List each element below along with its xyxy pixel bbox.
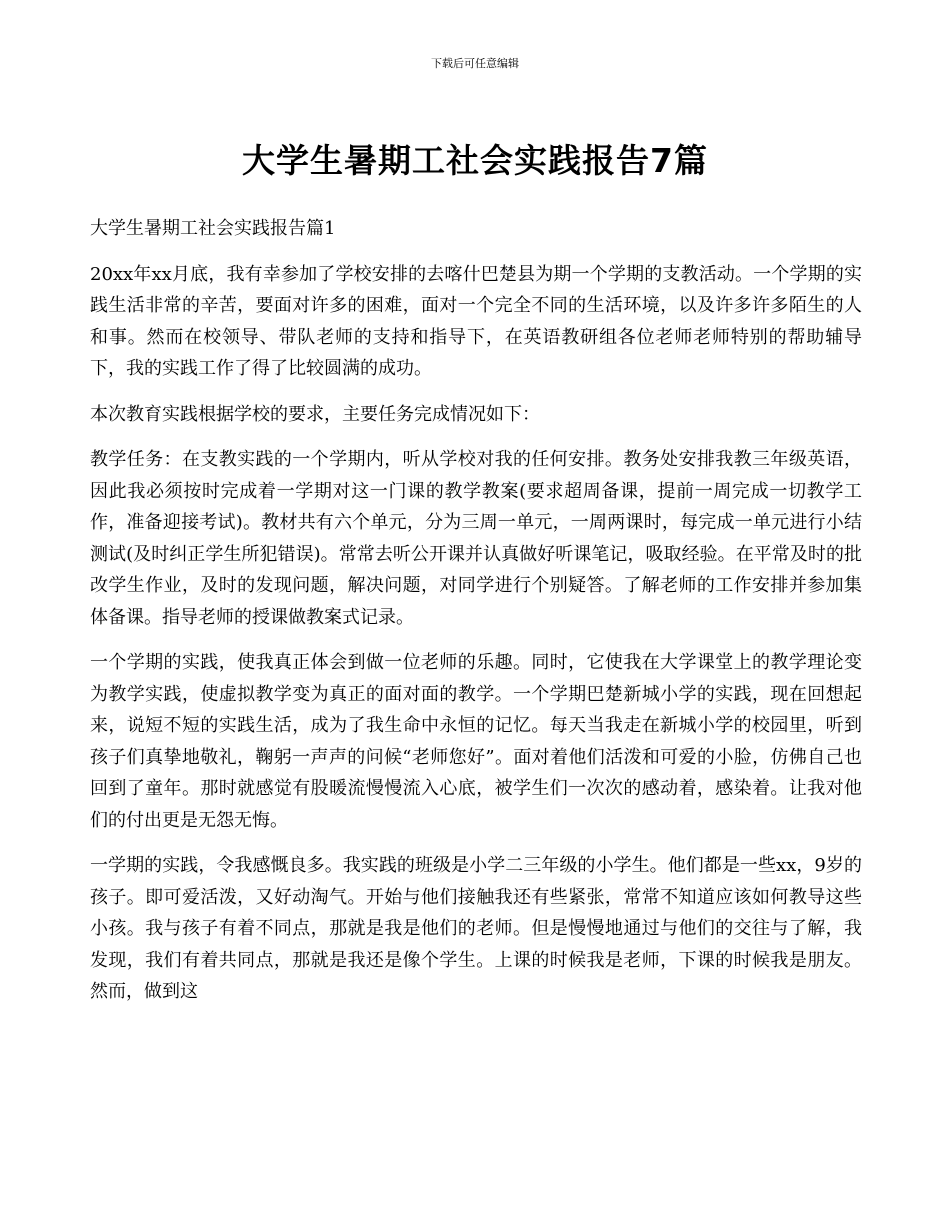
paragraph-4: 一个学期的实践，使我真正体会到做一位老师的乐趣。同时，它使我在大学课堂上的教学理论变为教学实践，使虚拟教学变为真正的面对面的教学。一个学期巴楚新城小学的实践，现在回想起来，说短不短的实践生活，成为了我生命中永恒的记忆。每天当我走在新城小学的校园里，听到孩子们真挚地敬礼，鞠躬一声声的问候“老师您好”。面对着他们活泼和可爱的小脸，仿佛自己也回到了童年。那时就感觉有股暖流慢慢流入心底，被学生们一次次的感动着，感染着。让我对他们的付出更是无怨无悔。 [90, 652, 862, 831]
paragraph-3: 教学任务：在支教实践的一个学期内，听从学校对我的任何安排。教务处安排我教三年级英语，因此我必须按时完成着一学期对这一门课的教学教案(要求超周备课，提前一周完成一切教学工作，准备迎接考试)。教材共有六个单元，分为三周一单元，一周两课时，每完成一单元进行小结测试(及时纠正学生所犯错误)。常常去听公开课并认真做好听课笔记，吸取经验。在平常及时的批改学生作业，及时的发现问题，解决问题，对同学进行个别疑答。了解老师的工作安排并参加集体备课。指导老师的授课做教案式记录。 [90, 449, 862, 628]
document-title: 大学生暑期工社会实践报告7篇 [242, 141, 708, 180]
paragraph-2: 本次教育实践根据学校的要求，主要任务完成情况如下： [90, 403, 540, 425]
paragraph-5: 一学期的实践，令我感慨良多。我实践的班级是小学二三年级的小学生。他们都是一些xx，9岁的孩子。即可爱活泼，又好动淘气。开始与他们接触我还有些紧张，常常不知道应该如何教导这些小孩。我与孩子有着不同点，那就是我是他们的老师。但是慢慢地通过与他们的交往与了解，我发现，我们有着共同点，那就是我还是像个学生。上课的时候我是老师，下课的时候我是朋友。然而，做到这 [90, 855, 862, 1002]
paragraph-1: 20xx年xx月底，我有幸参加了学校安排的去喀什巴楚县为期一个学期的支教活动。一个学期的实践生活非常的辛苦，要面对许多的困难，面对一个完全不同的生活环境，以及许多许多陌生的人和事。然而在校领导、带队老师的支持和指导下，在英语教研组各位老师老师特别的帮助辅导下，我的实践工作了得了比较圆满的成功。 [90, 263, 862, 379]
page-header-note: 下载后可任意编辑 [431, 57, 519, 70]
document-body [90, 213, 862, 1008]
section-heading: 大学生暑期工社会实践报告篇1 [90, 218, 336, 239]
